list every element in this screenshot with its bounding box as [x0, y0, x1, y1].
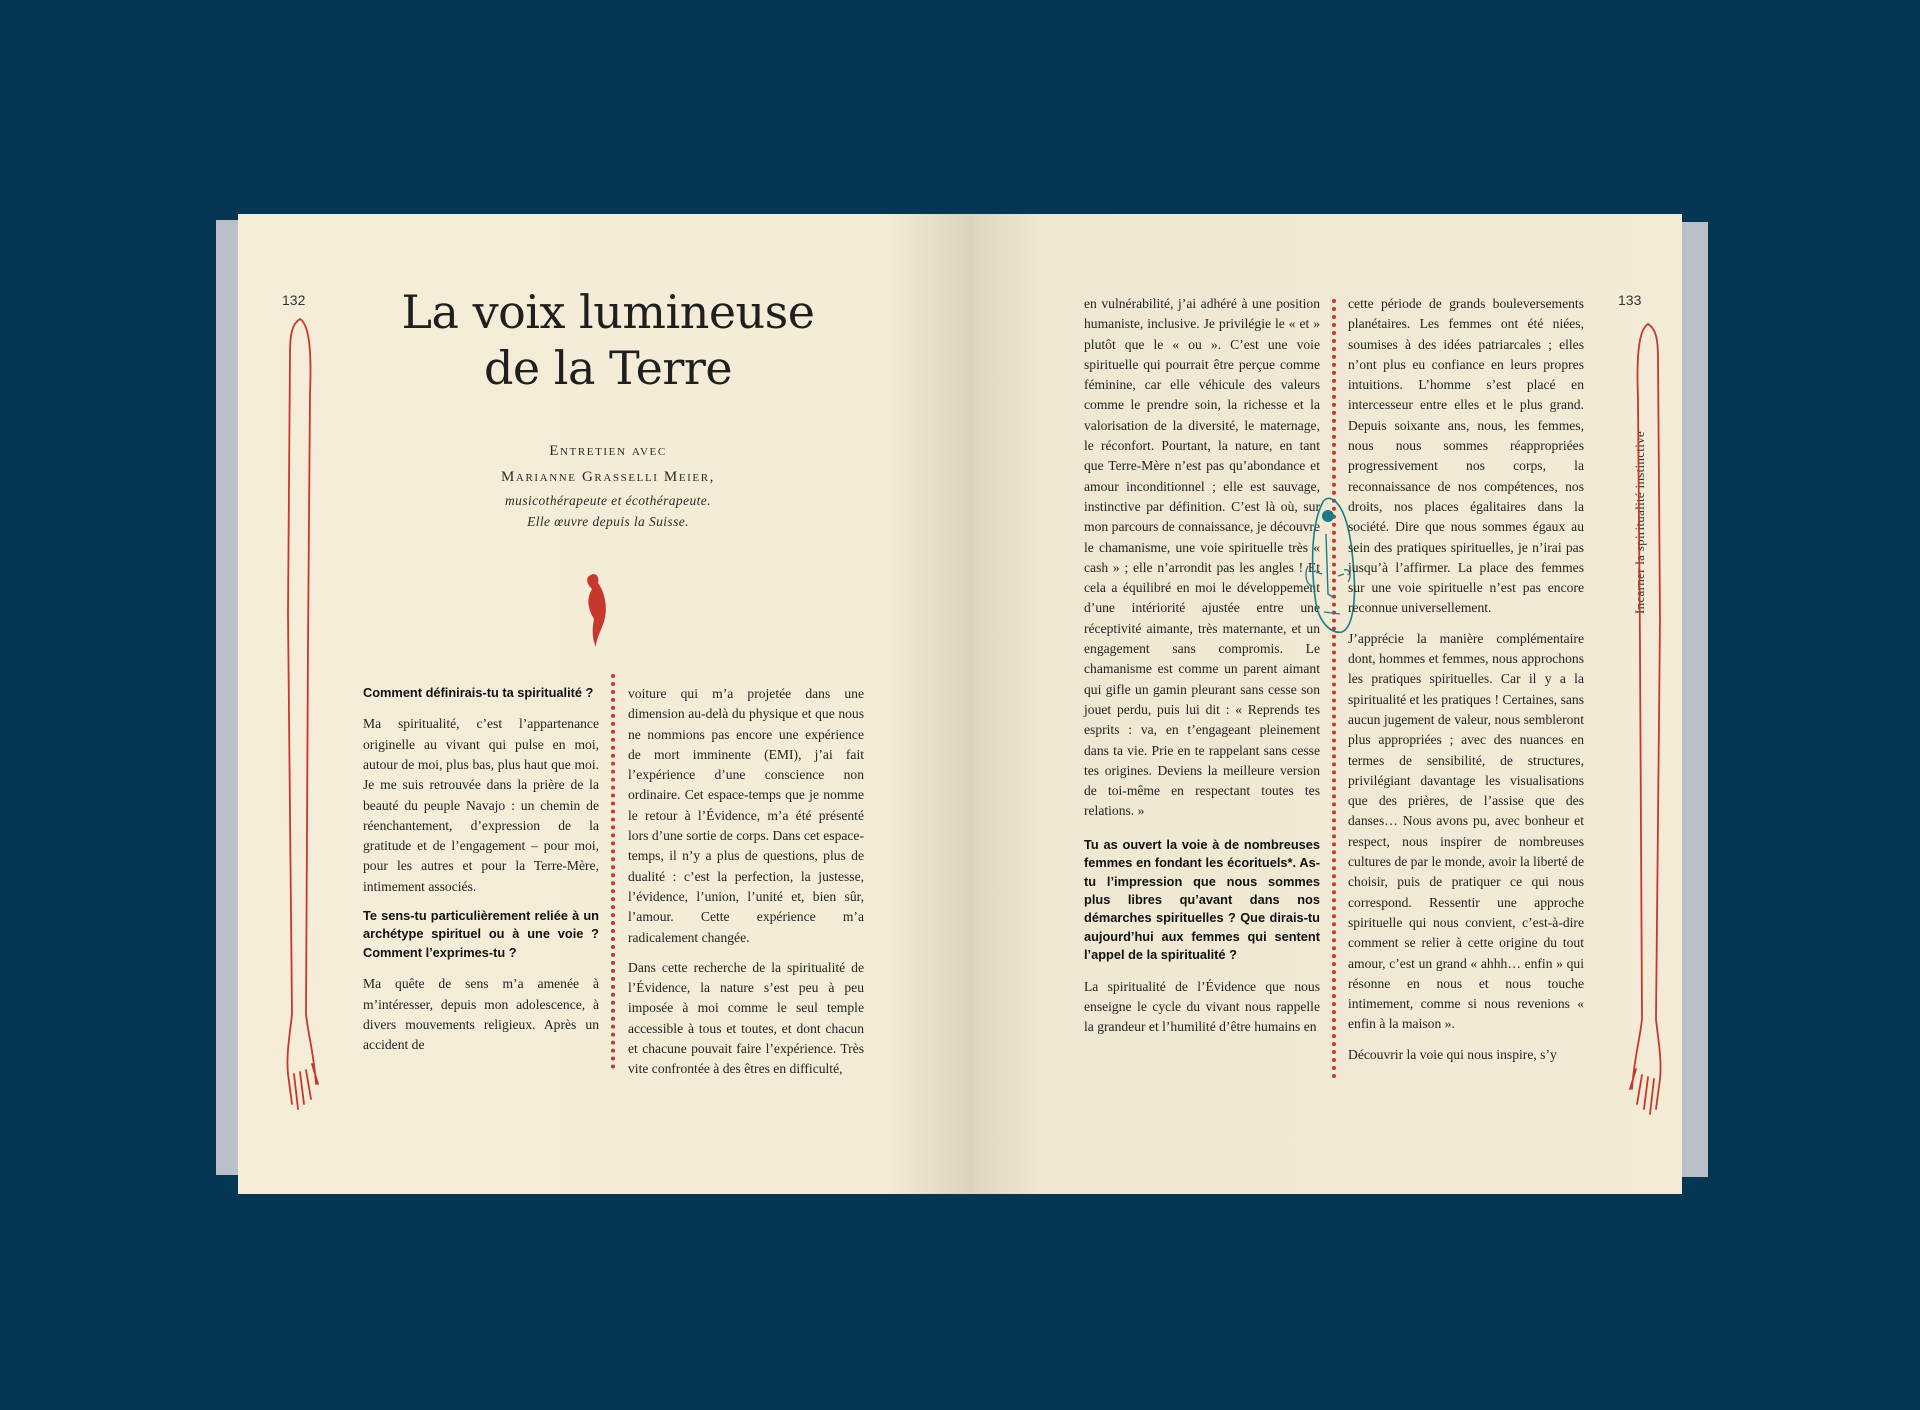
arm-drawing-right — [1620, 319, 1670, 1119]
interviewee-location: Elle œuvre depuis la Suisse. — [527, 514, 689, 529]
left-page — [238, 214, 972, 1194]
answer-4-start: La spiritualité de l’Évidence que nous enseigne le cycle du vivant nous rappelle la grandeur et l’humilité d’être humains en — [1084, 978, 1320, 1035]
page-number-right: 133 — [1618, 292, 1642, 308]
interviewee-name: Marianne Grasselli Meier, — [500, 469, 716, 485]
answer-4-cont: cette période de grands bouleversements planétaires. Les femmes ont été niées, soumises à des idées patriarcales ; elles n’ont plus eu confiance en leurs propres intuitions. L’homme s’est placé en intercesseur entre elles et le plus grand. Depuis soixante ans, nous, les femmes, nous nous sommes réappropriées progressivement nos corps, la reconnaissance de nos compétences, nos droits, nos places égalitaires dans la société. Dire que nous sommes égaux au sein des pratiques spirituelles, je n’irai pas jusqu’à l’affirmer. La place des femmes sur une voie spirituelle n’est pas encore reconnue universellement. — [1348, 296, 1584, 616]
page-stack-left — [216, 220, 240, 1175]
flame-drawing — [580, 569, 620, 649]
question-2: Te sens-tu particulièrement reliée à un archétype spirituel ou à une voie ? Comment l’exprimes-tu ? — [363, 908, 599, 960]
answer-1: Ma spiritualité, c’est l’appartenance originelle au vivant qui pulse en moi, autour de moi, plus bas, plus haut que moi. Je me suis retrouvée dans la prière de la beauté du peuple Navajo : un chemin de réenchantement, d’expression de la gratitude et de l’engagement – pour moi, pour les autres et pour la Terre-Mère, intimement associés. — [363, 716, 599, 894]
interviewee-profession: musicothérapeute et écothérapeute. — [505, 493, 711, 508]
right-column-1 — [1084, 294, 1320, 1047]
dotted-divider-right — [1332, 299, 1340, 1079]
interview-label: Entretien avec — [549, 443, 667, 459]
article-title — [358, 284, 858, 396]
question-3: Tu as ouvert la voie à de nombreuses femmes en fondant les écorituels*. As-tu l’impression que nous sommes plus libres qu’avant dans nos démarches spirituelles ? Que dirais-tu aujourd’hui aux femmes qui sentent l’appel de la spiritualité ? — [1084, 836, 1320, 963]
answer-2-cont: voiture qui m’a projetée dans une dimension au-delà du physique et que nous ne nommions pas encore une expérience de mort imminente (EMI), j’ai fait l’expérience d’une conscience non ordinaire. Cet espace-temps que je nomme le retour à l’Évidence, m’a été présenté lors d’une sortie de corps. Dans cet espace-temps, il n’y a plus de questions, plus de dualité : c’est la perfection, la justesse, l’évidence, l’union, l’unité et, bien sûr, l’amour. Cette expérience m’a radicalement changée. — [628, 686, 864, 945]
page-stack-right — [1680, 222, 1708, 1177]
page-number-left: 132 — [282, 292, 306, 308]
right-page — [972, 214, 1682, 1194]
answer-2-start: Ma quête de sens m’a amenée à m’intéresser, depuis mon adolescence, à divers mouvements religieux. Après un accident de — [363, 976, 599, 1053]
right-column-2 — [1348, 294, 1584, 1075]
answer-2-para2: Dans cette recherche de la spiritualité de l’Évidence, la nature s’est peu à peu imposée à moi comme le seul temple accessible à tous et toutes, et dont chacun et chacune pouvait faire l’expérience. Très vite confrontée à des êtres en difficulté, — [628, 959, 864, 1077]
dotted-divider-left — [611, 674, 619, 1069]
arm-drawing-left — [278, 314, 328, 1114]
answer-5-start: Découvrir la voie qui nous inspire, s’y — [1348, 1046, 1557, 1062]
left-column-1 — [363, 684, 599, 1065]
title-line-2: de la Terre — [483, 341, 733, 395]
answer-4-para2: J’apprécie la manière complémentaire dont, hommes et femmes, nous approchons les pratiques spirituelles. Car il y a la spiritualité et les pratiques ! Certaines, sans aucun jugement de valeur, nous sembleront plus appropriées ; avec des nuances en termes de sensibilité, de structures, privilégiant davantage les visualisations que des prières, de l’assise que des danses… Nous avons pu, avec bonheur et respect, nous inspirer de nombreuses cultures de par le monde, avoir la liberté de choisir, puis de pratiquer ce qui nous correspond. Ressentir une approche spirituelle qui nous convient, c’est-à-dire comment se relier à cette origine du tout amour, c’est un grand « ahhh… enfin » qui résonne en nous et nous touche intimement, comme si nous revenions « enfin à la maison ». — [1348, 630, 1584, 1032]
running-head: Incarner la spiritualité instinctive — [1632, 431, 1647, 614]
left-column-2 — [628, 684, 864, 1090]
question-1: Comment définirais-tu ta spiritualité ? — [363, 685, 594, 700]
answer-3-cont: en vulnérabilité, j’ai adhéré à une position humaniste, inclusive. Je privilégie le « et » plutôt que le « ou ». C’est une voie spirituelle qui pourrait être perçue comme féminine, car elle véhicule des valeurs comme le prendre soin, la richesse et la valorisation de la diversité, le maternage, le réconfort. Pourtant, la nature, en tant que Terre-Mère n’est pas qu’abondance et amour inconditionnel ; elle est sauvage, instinctive par définition. C’est là où, sur mon parcours de connaissance, je découvre le chamanisme, une voie spirituelle très « cash » ; elle n’arrondit pas les angles ! Et cela a équilibré en moi le développement d’une intériorité ajustée entre une réceptivité aimante, très maternante, et un engagement sans compromis. Le chamanisme est comme un parent aimant qui gifle un gamin pleurant sans cesse son jouet perdu, puis lui dit : « Reprends tes esprits : va, en t’engageant pleinement dans ta vie. Prie en te rappelant sans cesse tes origines. Deviens la meilleure version de toi-même en respectant toutes tes relations. » — [1084, 296, 1320, 819]
interview-header — [388, 438, 828, 532]
title-line-1: La voix lumineuse — [401, 285, 815, 339]
